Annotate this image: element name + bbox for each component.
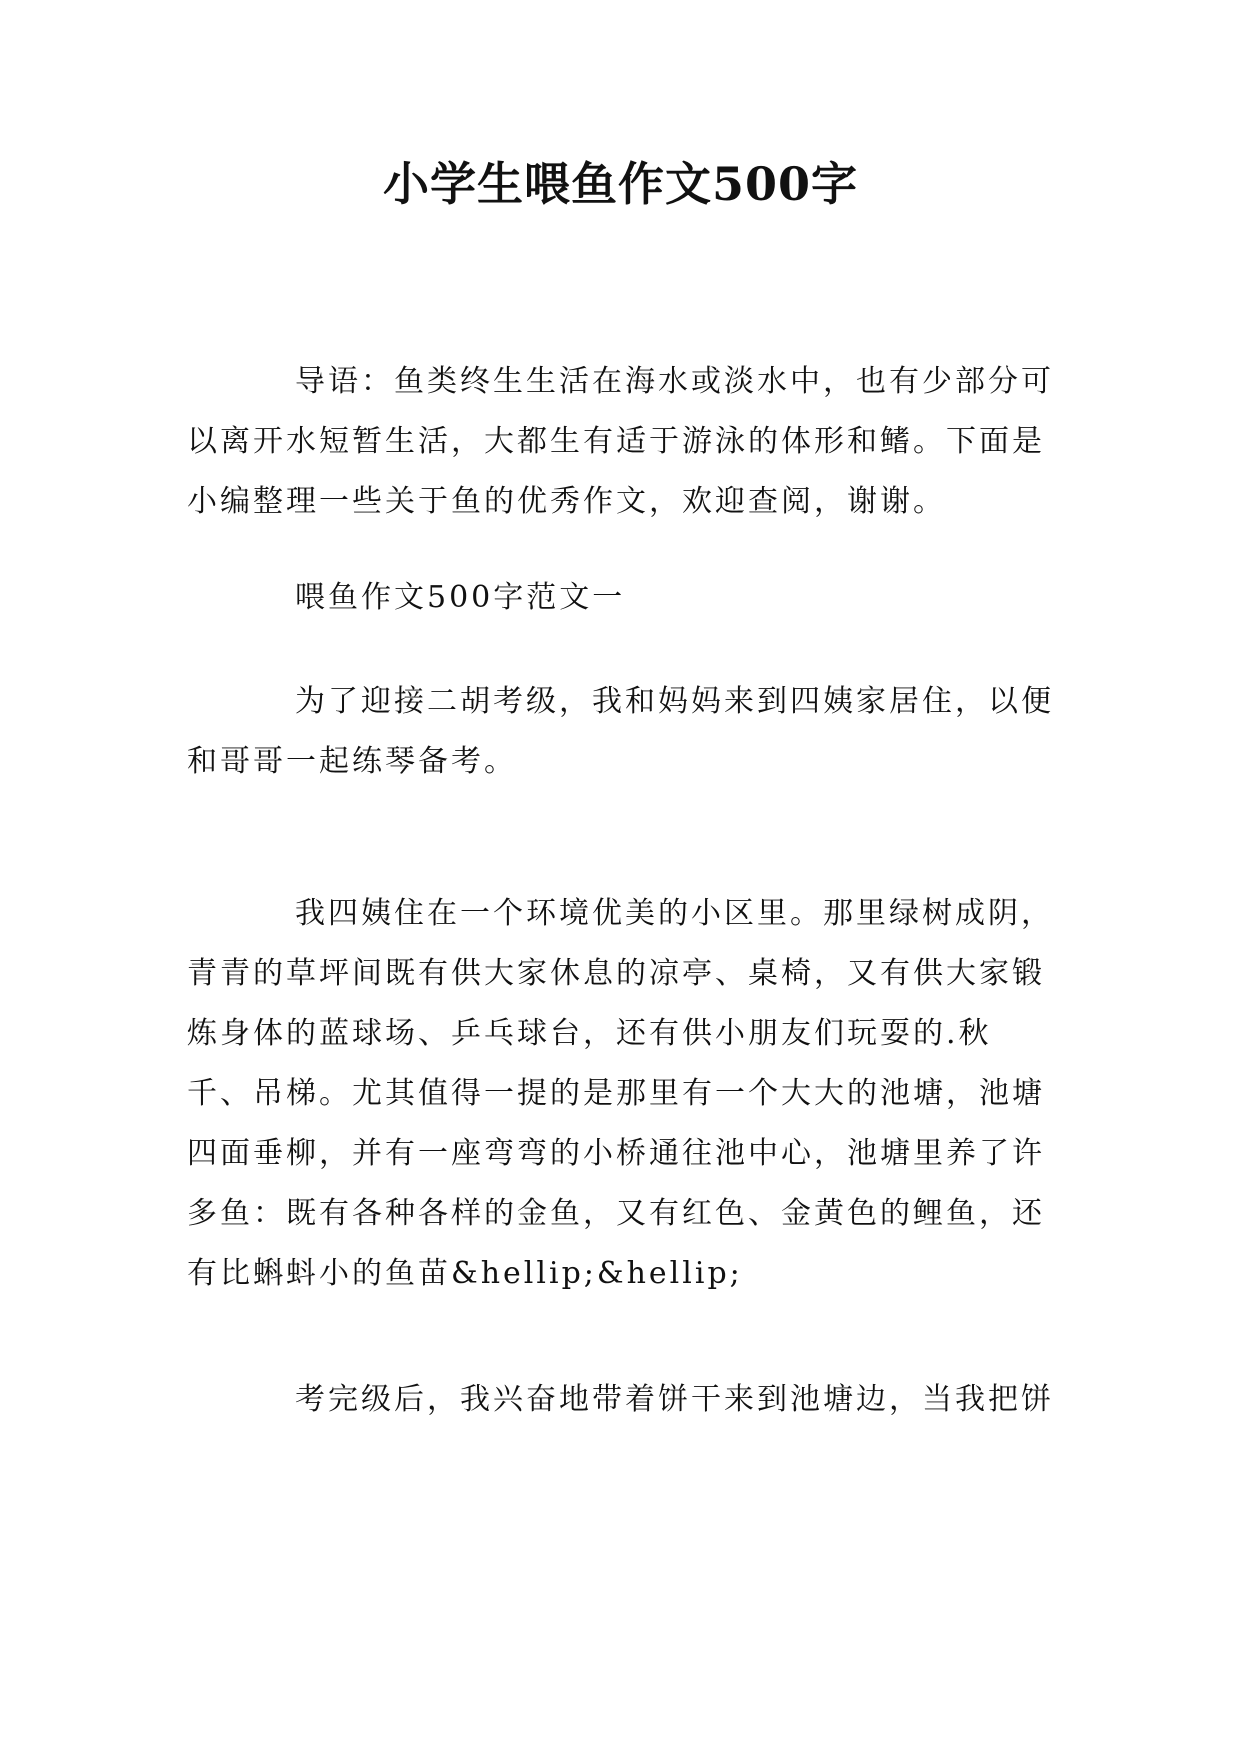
body-paragraph-1: 为了迎接二胡考级，我和妈妈来到四姨家居住，以便和哥哥一起练琴备考。 [187,684,1054,779]
section-heading: 喂鱼作文500字范文一 [295,580,626,615]
document-title: 小学生喂鱼作文500字 [382,157,859,211]
intro-paragraph: 导语：鱼类终生生活在海水或淡水中，也有少部分可以离开水短暂生活，大都生有适于游泳的体形和鳍。下面是小编整理一些关于鱼的优秀作文，欢迎查阅，谢谢。 [187,364,1054,519]
body-paragraph-2: 我四姨住在一个环境优美的小区里。那里绿树成阴，青青的草坪间既有供大家休息的凉亭、桌椅，又有供大家锻炼身体的蓝球场、乒乓球台，还有供小朋友们玩耍的.秋千、吊梯。尤其值得一提的是那里有一个大大的池塘，池塘四面垂柳，并有一座弯弯的小桥通往池中心，池塘里养了许多鱼：既有各种各样的金鱼，又有红色、金黄色的鲤鱼，还有比蝌蚪小的鱼苗&hellip;&hellip; [187,896,1054,1291]
body-paragraph-3: 考完级后，我兴奋地带着饼干来到池塘边，当我把饼 [295,1382,1054,1417]
